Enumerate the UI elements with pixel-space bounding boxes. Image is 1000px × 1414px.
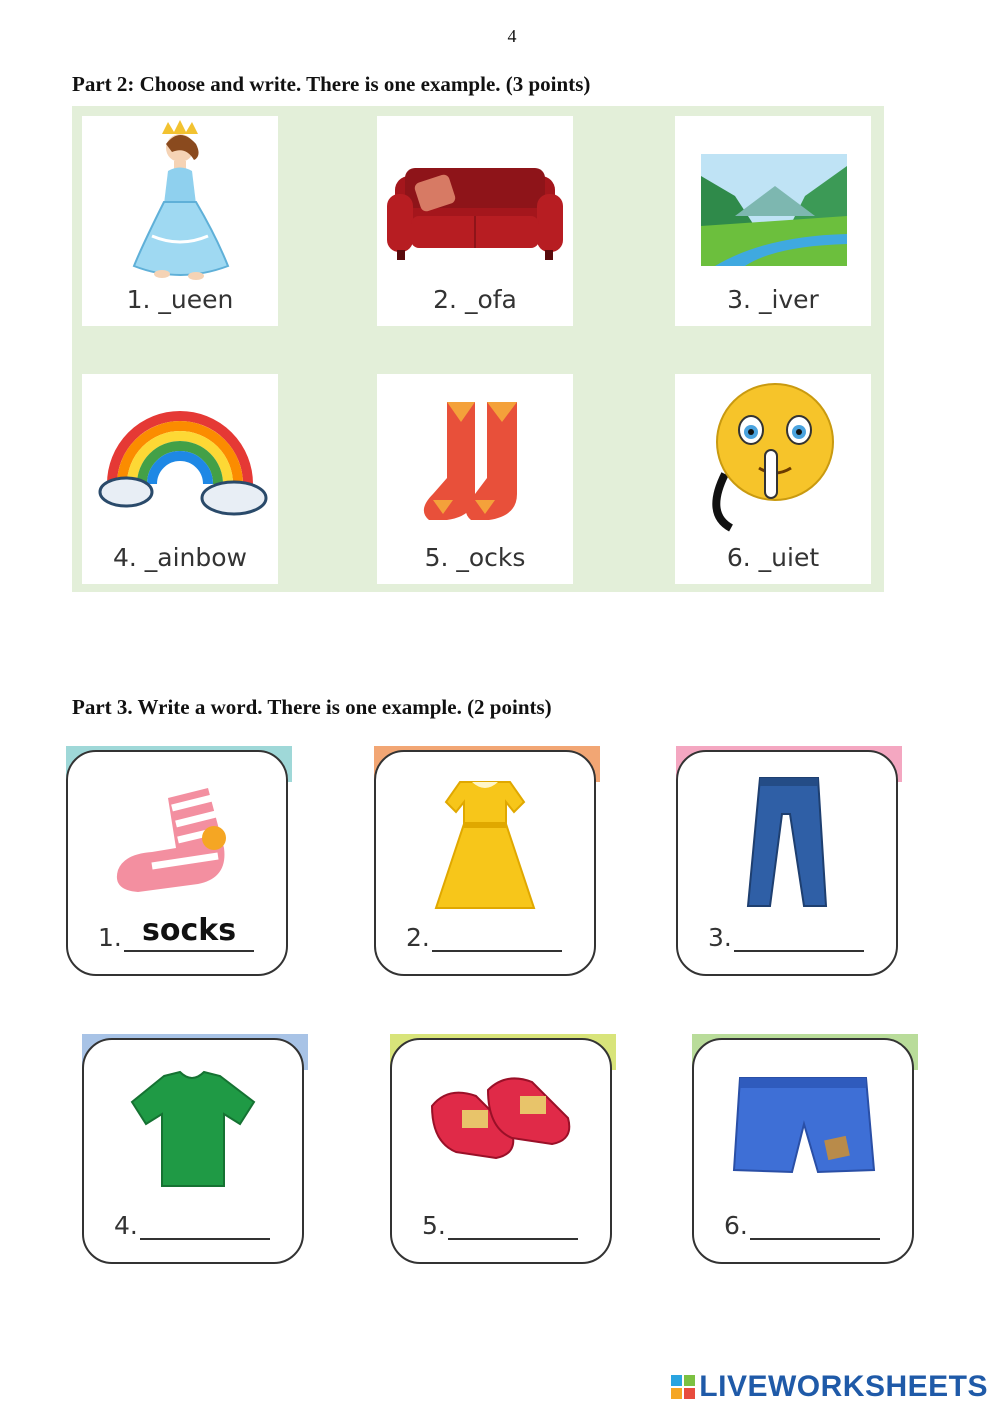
caption-queen: 1. _ueen xyxy=(126,285,234,314)
part3-card-6 xyxy=(692,1034,914,1266)
caption-rainbow: 4. _ainbow xyxy=(112,543,248,572)
item-number-1: 1. xyxy=(98,923,122,952)
dress-icon xyxy=(376,758,594,918)
answer-text-1[interactable]: socks xyxy=(142,913,237,948)
tshirt-icon xyxy=(84,1046,302,1206)
caption-river: 3. _iver xyxy=(727,285,819,314)
part3-card-5 xyxy=(390,1034,612,1266)
part2-heading: Part 2: Choose and write. There is one example. (3 points) xyxy=(72,72,591,96)
part2-card-quiet xyxy=(675,374,871,584)
caption-sofa: 2. _ofa xyxy=(433,285,517,314)
rainbow-icon xyxy=(82,374,278,544)
liveworksheets-logo-text: LIVEWORKSHEETS xyxy=(699,1370,988,1403)
answer-line-5 xyxy=(422,1211,578,1240)
jeans-icon xyxy=(678,758,896,918)
part3-card-4 xyxy=(82,1034,304,1266)
sock-icon xyxy=(68,758,286,918)
part2-card-socks xyxy=(377,374,573,584)
part2-card-sofa xyxy=(377,116,573,326)
caption-socks: 5. _ocks xyxy=(424,543,526,572)
page-number: 4 xyxy=(507,26,517,46)
part2-card-river xyxy=(675,116,871,326)
socks-icon xyxy=(377,374,573,544)
part3-card-1 xyxy=(66,746,288,978)
item-number-6: 6. xyxy=(724,1211,748,1240)
item-number-3: 3. xyxy=(708,923,732,952)
part3-card-2 xyxy=(374,746,596,978)
part2-card-rainbow xyxy=(82,374,278,584)
sofa-icon xyxy=(377,116,573,286)
answer-line-6 xyxy=(724,1211,880,1240)
quiet-face-icon xyxy=(675,374,871,544)
caption-quiet: 6. _uiet xyxy=(726,543,820,572)
shoes-icon xyxy=(392,1046,610,1206)
answer-line-3 xyxy=(708,923,864,952)
item-number-2: 2. xyxy=(406,923,430,952)
part3-heading: Part 3. Write a word. There is one example. (2 points) xyxy=(72,695,552,719)
liveworksheets-logo-icon xyxy=(671,1375,695,1399)
item-number-5: 5. xyxy=(422,1211,446,1240)
part3-card-3 xyxy=(676,746,898,978)
queen-icon xyxy=(82,116,278,286)
river-icon xyxy=(675,116,871,286)
part2-grid xyxy=(72,106,884,592)
liveworksheets-logo xyxy=(671,1370,988,1404)
shorts-icon xyxy=(694,1046,912,1206)
part2-card-queen xyxy=(82,116,278,326)
item-number-4: 4. xyxy=(114,1211,138,1240)
answer-line-4 xyxy=(114,1211,270,1240)
answer-line-2 xyxy=(406,923,562,952)
